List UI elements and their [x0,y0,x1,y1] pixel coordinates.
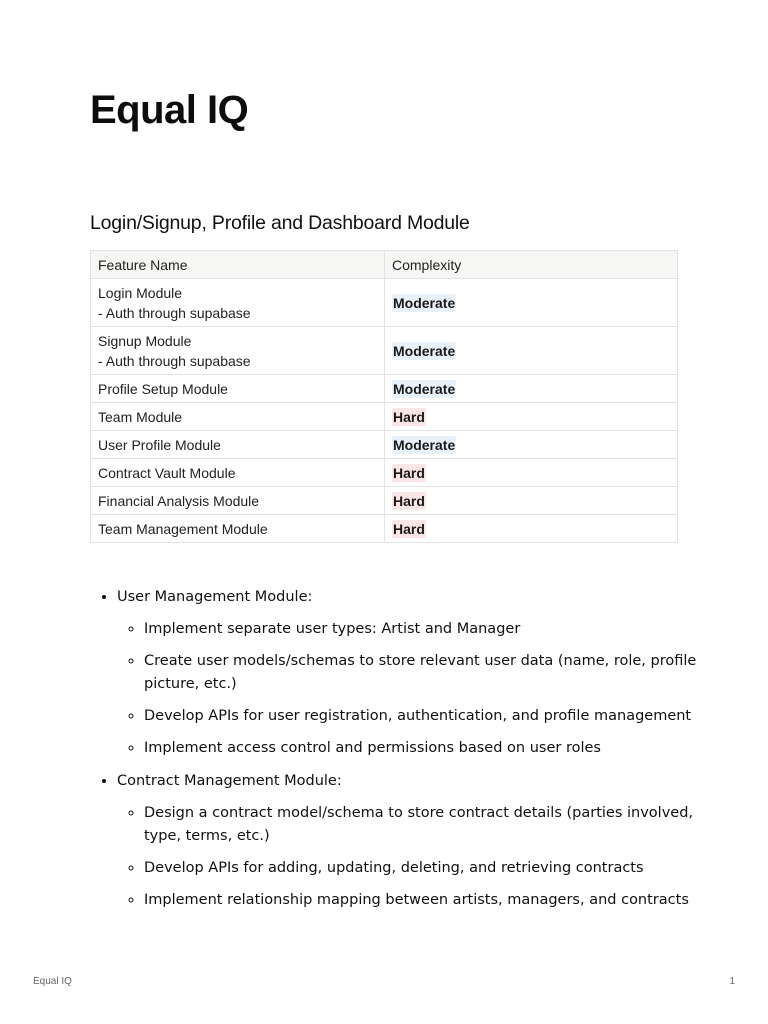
feature-cell: User Profile Module [91,431,385,459]
module-subitems [117,618,717,760]
module-item [117,586,717,760]
page-title: Equal IQ [90,88,249,132]
feature-cell [91,279,385,327]
footer-page-number: 1 [729,976,735,987]
header-complexity: Complexity [385,251,678,279]
complexity-badge: Moderate [393,342,456,359]
list-item: ◦ Develop APIs for user registration, authentication, and profile management [144,705,717,728]
table-row [91,375,678,403]
footer-document-name: Equal IQ [33,976,72,987]
complexity-cell [385,327,678,375]
complexity-badge: Hard [393,520,425,537]
feature-cell [91,327,385,375]
section-title: Login/Signup, Profile and Dashboard Module [90,212,470,234]
complexity-badge: Moderate [393,380,456,397]
feature-name: Login Module [98,284,183,301]
complexity-cell [385,431,678,459]
complexity-cell [385,487,678,515]
feature-cell: Team Module [91,403,385,431]
module-item [117,770,717,912]
table-row [91,403,678,431]
table-row [91,487,678,515]
complexity-badge: Moderate [393,436,456,453]
feature-note: - Auth through supabase [98,304,251,321]
table-row [91,459,678,487]
module-title: Contract Management Module: [117,773,342,789]
list-item: ◦ Develop APIs for adding, updating, deleting, and retrieving contracts [144,857,717,880]
table-row [91,431,678,459]
complexity-cell [385,375,678,403]
complexity-badge: Hard [393,492,425,509]
table-header-row [91,251,678,279]
complexity-cell [385,279,678,327]
feature-cell: Contract Vault Module [91,459,385,487]
feature-table [90,250,678,543]
feature-note: - Auth through supabase [98,352,251,369]
complexity-cell [385,459,678,487]
complexity-cell [385,515,678,543]
feature-name: Signup Module [98,332,192,349]
module-subitems [117,802,717,912]
list-item: ◦ Implement access control and permissions based on user roles [144,737,717,760]
table-row [91,515,678,543]
list-item: ◦ Implement relationship mapping between artists, managers, and contracts [144,889,717,912]
module-list [90,586,717,922]
list-item: ◦ Design a contract model/schema to store contract details (parties involved, type, terms, etc.) [144,802,717,848]
list-item: ◦ Create user models/schemas to store relevant user data (name, role, profile picture, etc.) [144,650,717,696]
list-item: ◦ Implement separate user types: Artist and Manager [144,618,717,641]
complexity-cell [385,403,678,431]
feature-cell: Team Management Module [91,515,385,543]
feature-cell: Financial Analysis Module [91,487,385,515]
feature-cell: Profile Setup Module [91,375,385,403]
table-row [91,279,678,327]
complexity-badge: Hard [393,408,425,425]
complexity-badge: Hard [393,464,425,481]
table-row [91,327,678,375]
header-feature-name: Feature Name [91,251,385,279]
module-title: User Management Module: [117,589,313,605]
complexity-badge: Moderate [393,294,456,311]
